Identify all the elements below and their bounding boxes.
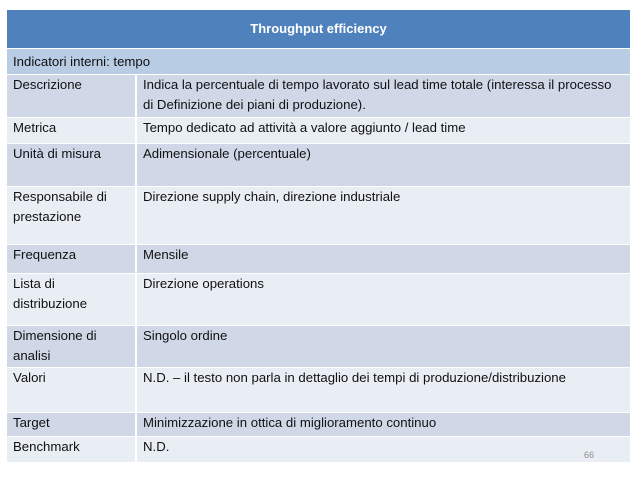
- row-value-unita: Adimensionale (percentuale): [136, 144, 630, 187]
- table-row: [7, 75, 630, 118]
- row-label-lista: Lista di distribuzione: [7, 274, 136, 326]
- row-value-target: Minimizzazione in ottica di miglioramento continuo: [136, 413, 630, 437]
- row-label-frequenza: Frequenza: [7, 245, 136, 274]
- kpi-table: [7, 9, 630, 463]
- slide-number: 66: [584, 450, 595, 460]
- row-value-frequenza: Mensile: [136, 245, 630, 274]
- row-label-metrica: Metrica: [7, 118, 136, 144]
- table-row: [7, 118, 630, 144]
- table-row: [7, 368, 630, 413]
- row-value-metrica: Tempo dedicato ad attività a valore aggiunto / lead time: [136, 118, 630, 144]
- row-value-valori: N.D. – il testo non parla in dettaglio dei tempi di produzione/distribuzione: [136, 368, 630, 413]
- table-row: [7, 274, 630, 326]
- title-row: [7, 10, 630, 49]
- row-value-dimensione: Singolo ordine: [136, 326, 630, 368]
- table-row: [7, 245, 630, 274]
- table-row: [7, 144, 630, 187]
- table-row: [7, 413, 630, 437]
- row-value-benchmark: N.D.: [136, 437, 630, 463]
- row-label-benchmark: Benchmark: [7, 437, 136, 463]
- row-label-valori: Valori: [7, 368, 136, 413]
- table-title: Throughput efficiency: [7, 10, 630, 49]
- table-row: [7, 187, 630, 245]
- row-label-dimensione: Dimensione di analisi: [7, 326, 136, 368]
- subtitle-row: [7, 49, 630, 75]
- row-value-responsabile: Direzione supply chain, direzione industriale: [136, 187, 630, 245]
- row-label-responsabile: Responsabile di prestazione: [7, 187, 136, 245]
- table-row: [7, 326, 630, 368]
- table-row: [7, 437, 630, 463]
- row-value-descrizione: Indica la percentuale di tempo lavorato sul lead time totale (interessa il processo di Definizione dei piani di produzione).: [136, 75, 630, 118]
- row-label-unita: Unità di misura: [7, 144, 136, 187]
- row-label-descrizione: Descrizione: [7, 75, 136, 118]
- row-value-lista: Direzione operations: [136, 274, 630, 326]
- table-subtitle: Indicatori interni: tempo: [7, 49, 630, 75]
- row-label-target: Target: [7, 413, 136, 437]
